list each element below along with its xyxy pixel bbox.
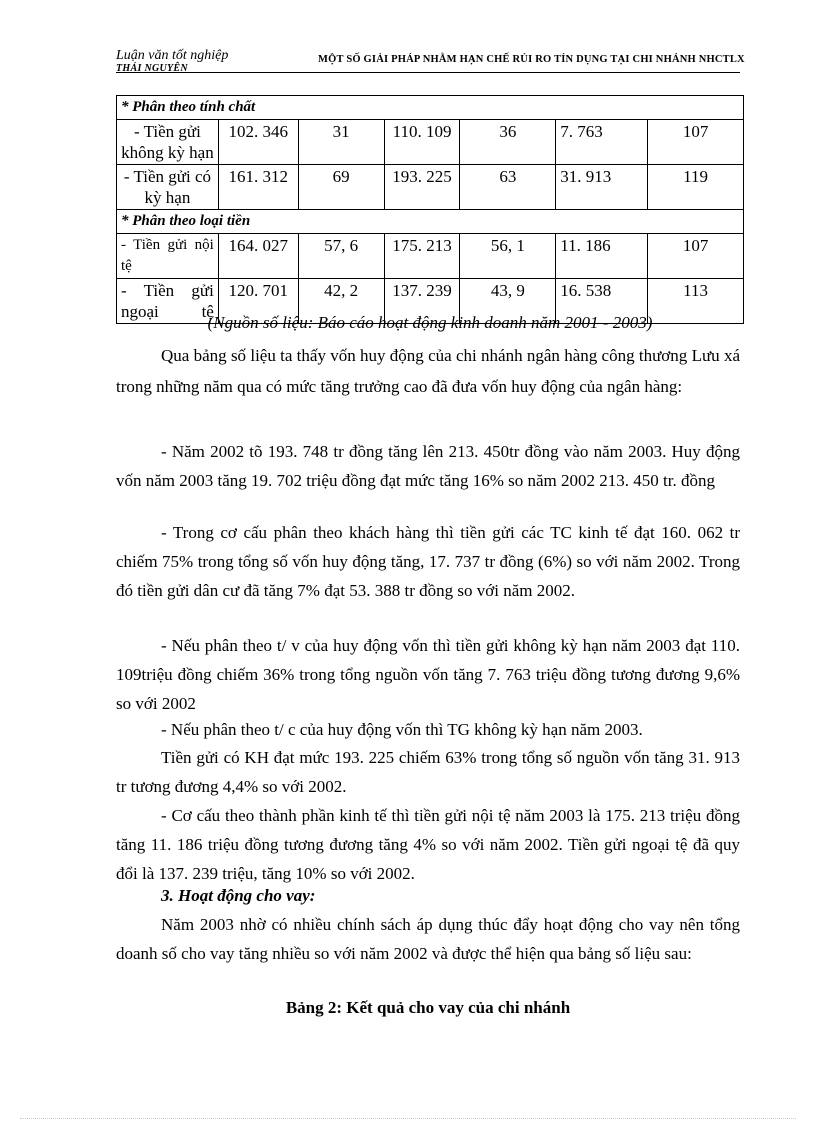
table-cell: 110. 109	[384, 120, 460, 165]
row-label: - Tiền gửi nội tệ	[117, 234, 219, 279]
table-cell: 42, 2	[298, 279, 384, 324]
row-label: - Tiền gửi có kỳ hạn	[117, 165, 219, 210]
table-cell: 31. 913	[556, 165, 648, 210]
paragraph: Năm 2003 nhờ có nhiều chính sách áp dụng thúc đẩy hoạt động cho vay nên tổng doanh số cho vay tăng nhiều so với năm 2002 và được thể hiện qua bảng số liệu sau:	[116, 915, 740, 963]
table-cell: 7. 763	[556, 120, 648, 165]
table-cell: 102. 346	[218, 120, 298, 165]
deposit-table	[116, 95, 744, 324]
paragraph: - Nếu phân theo t/ c của huy động vốn thì TG không kỳ hạn năm 2003.	[161, 720, 643, 739]
header-document-title: MỘT SỐ GIẢI PHÁP NHẰM HẠN CHẾ RỦI RO TÍN DỤNG TẠI CHI NHÁNH NHCTLX	[318, 54, 745, 65]
table-cell: 11. 186	[556, 234, 648, 279]
paragraph: - Năm 2002 tõ 193. 748 tr đồng tăng lên 213. 450tr đồng vào năm 2003. Huy động vốn năm 2003 tăng 19. 702 triệu đồng đạt mức tăng 16% so năm 2002 213. 450 tr. đồng	[116, 442, 740, 490]
section-by-currency: * Phân theo loại tiền	[117, 210, 744, 234]
table-source-note: (Nguồn số liệu: Báo cáo hoạt động kinh doanh năm 2001 - 2003)	[207, 313, 653, 332]
table-section-row	[117, 96, 744, 120]
paragraph: - Cơ cấu theo thành phần kinh tế thì tiền gửi nội tệ năm 2003 là 175. 213 triệu đồng tăng 11. 186 triệu đồng tương đương tăng 4% so với năm 2002. Tiền gửi ngoại tệ đã quy đổi là 137. 239 triệu, tăng 10% so với 2002.	[116, 806, 740, 883]
header-left	[116, 48, 228, 74]
table-cell: 43, 9	[460, 279, 556, 324]
table-cell: 193. 225	[384, 165, 460, 210]
paragraph: - Nếu phân theo t/ v của huy động vốn thì tiền gửi không kỳ hạn năm 2003 đạt 110. 109triệu đồng chiếm 36% trong tổng nguồn vốn tăng 7. 763 triệu đồng tương đương 9,6% so với 2002	[116, 636, 740, 713]
row-label: - Tiền gửi không kỳ hạn	[117, 120, 219, 165]
table-cell: 107	[648, 234, 744, 279]
table-cell: 113	[648, 279, 744, 324]
table-cell: 63	[460, 165, 556, 210]
paragraph: Tiền gửi có KH đạt mức 193. 225 chiếm 63% trong tổng số nguồn vốn tăng 31. 913 tr tương đương 4,4% so với 2002.	[116, 748, 740, 796]
table-cell: 120. 701	[218, 279, 298, 324]
table-section-row	[117, 210, 744, 234]
row-label: - Tiền gửi ngoại tệ	[117, 279, 219, 324]
table-caption: Bảng 2: Kết quả cho vay của chi nhánh	[285, 998, 571, 1017]
table-cell: 175. 213	[384, 234, 460, 279]
section-by-nature: * Phân theo tính chất	[117, 96, 744, 120]
table-cell: 161. 312	[218, 165, 298, 210]
table-cell: 16. 538	[556, 279, 648, 324]
table-cell: 119	[648, 165, 744, 210]
header-rule	[116, 72, 740, 73]
table-cell: 31	[298, 120, 384, 165]
paragraph: Qua bảng số liệu ta thấy vốn huy động của chi nhánh ngân hàng công thương Lưu xá trong những năm qua có mức tăng trưởng cao đã đưa vốn huy động của ngân hàng:	[116, 346, 740, 396]
paragraph: - Trong cơ cấu phân theo khách hàng thì tiền gửi các TC kinh tế đạt 160. 062 tr chiếm 75% trong tổng số vốn huy động tăng, 17. 737 tr đồng (6%) so với năm 2002. Trong đó tiền gửi dân cư đã tăng 7% đạt 53. 388 tr đồng so với năm 2002.	[116, 523, 740, 600]
header-thesis-title: Luận văn tốt nghiệp	[116, 48, 229, 63]
table-cell: 164. 027	[218, 234, 298, 279]
page-bottom-border	[20, 1118, 796, 1119]
table-cell: 36	[460, 120, 556, 165]
table-cell: 69	[298, 165, 384, 210]
table-row	[117, 120, 744, 165]
table-cell: 56, 1	[460, 234, 556, 279]
table-row	[117, 165, 744, 210]
section-heading: 3. Hoạt động cho vay:	[161, 886, 316, 905]
table-cell: 57, 6	[298, 234, 384, 279]
header-location: THÁI NGUYÊN	[116, 63, 188, 74]
table-row	[117, 234, 744, 279]
table-cell: 137. 239	[384, 279, 460, 324]
table-cell: 107	[648, 120, 744, 165]
